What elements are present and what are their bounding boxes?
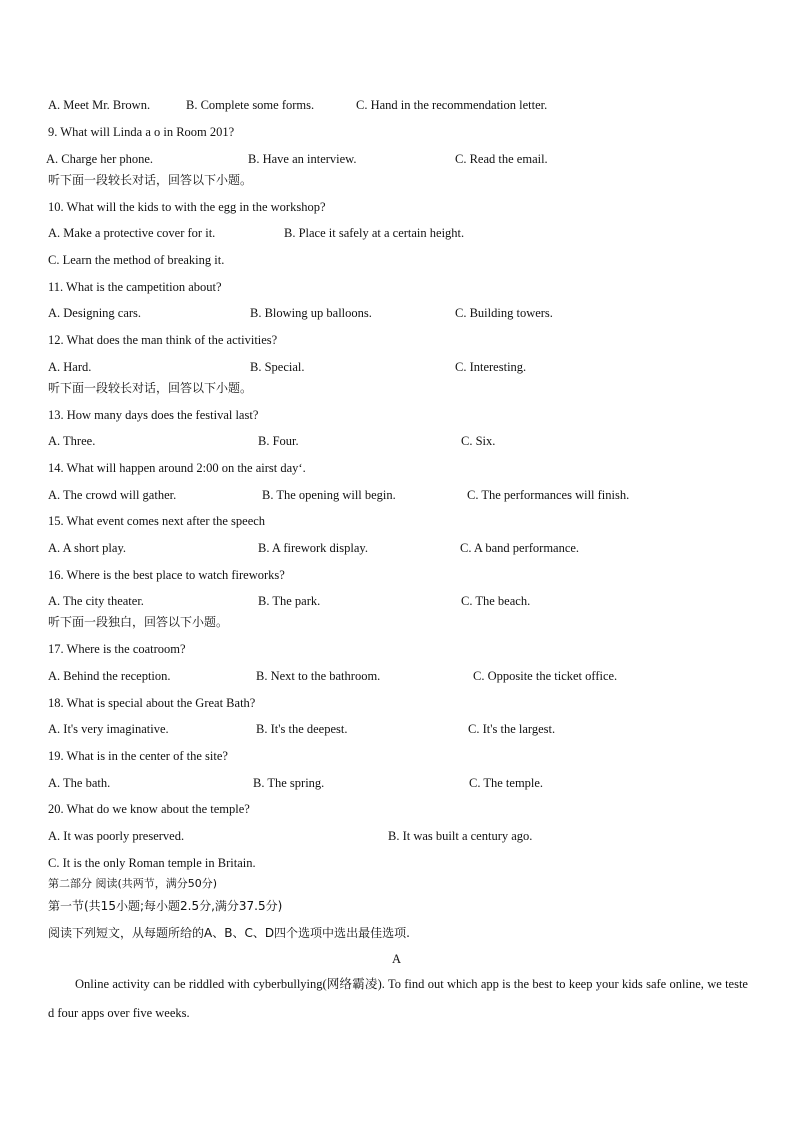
q13-option-a: A. Three. [48, 434, 96, 448]
q17-question: 17. Where is the coatroom? [48, 642, 186, 656]
q8-option-b: B. Complete some forms. [186, 98, 315, 112]
q11-option-b: B. Blowing up balloons. [250, 306, 372, 320]
q9-option-b: B. Have an interview. [248, 152, 357, 166]
q14-option-a: A. The crowd will gather. [48, 488, 177, 502]
q8-option-a: A. Meet Mr. Brown. [48, 98, 151, 112]
q12-option-a: A. Hard. [48, 360, 92, 374]
q15-option-b: B. A firework display. [258, 541, 368, 555]
q9-question: 9. What will Linda a o in Room 201? [48, 125, 235, 139]
section1-heading: 第一节(共15小题;每小题2.5分,满分37.5分) [48, 899, 283, 913]
q14-option-b: B. The opening will begin. [262, 488, 396, 502]
q8-option-c: C. Hand in the recommendation letter. [356, 98, 548, 112]
q10-option-a: A. Make a protective cover for it. [48, 226, 216, 240]
passage-label: A [391, 952, 402, 966]
q11-question: 11. What is the campetition about? [48, 280, 222, 294]
q10-option-c: C. Learn the method of breaking it. [48, 253, 225, 267]
q17-option-a: A. Behind the reception. [48, 669, 171, 683]
q12-option-b: B. Special. [250, 360, 305, 374]
q20-option-c: C. It is the only Roman temple in Britain. [48, 856, 256, 870]
q13-option-c: C. Six. [461, 434, 496, 448]
passage-paragraph: Online activity can be riddled with cyberbullying(网络霸凌). To find out which app is the best to keep your kids safe online, we tested four apps over five weeks. [48, 977, 748, 1020]
q12-option-c: C. Interesting. [455, 360, 527, 374]
q19-option-b: B. The spring. [253, 776, 325, 790]
instruction-long-dialogue-1: 听下面一段较长对话，回答以下小题。 [48, 173, 253, 187]
q11-option-c: C. Building towers. [455, 306, 553, 320]
q19-option-c: C. The temple. [469, 776, 544, 790]
q13-question: 13. How many days does the festival last? [48, 408, 259, 422]
instruction-long-dialogue-2: 听下面一段较长对话，回答以下小题。 [48, 381, 253, 395]
q16-question: 16. Where is the best place to watch fireworks? [48, 568, 285, 582]
q9-option-a: A. Charge her phone. [46, 152, 154, 166]
q18-question: 18. What is special about the Great Bath? [48, 696, 256, 710]
q14-question: 14. What will happen around 2:00 on the airst day‘. [48, 461, 306, 475]
q16-option-a: A. The city theater. [48, 594, 144, 608]
q15-option-a: A. A short play. [48, 541, 127, 555]
q18-option-b: B. It's the deepest. [256, 722, 348, 736]
q14-option-c: C. The performances will finish. [467, 488, 630, 502]
q20-question: 20. What do we know about the temple? [48, 802, 250, 816]
q18-option-a: A. It's very imaginative. [48, 722, 169, 736]
q9-option-c: C. Read the email. [455, 152, 548, 166]
q15-option-c: C. A band performance. [460, 541, 580, 555]
q20-option-a: A. It was poorly preserved. [48, 829, 185, 843]
q13-option-b: B. Four. [258, 434, 299, 448]
instruction-monologue: 听下面一段独白，回答以下小题。 [48, 615, 229, 629]
q11-option-a: A. Designing cars. [48, 306, 142, 320]
q18-option-c: C. It's the largest. [468, 722, 556, 736]
q12-question: 12. What does the man think of the activities? [48, 333, 278, 347]
q10-question: 10. What will the kids to with the egg in the workshop? [48, 200, 326, 214]
q19-option-a: A. The bath. [48, 776, 111, 790]
q15-question: 15. What event comes next after the speech [48, 514, 266, 528]
q17-option-c: C. Opposite the ticket office. [473, 669, 618, 683]
reading-instruction: 阅读下列短文，从每题所给的A、B、C、D四个选项中选出最佳选项. [48, 926, 410, 940]
q10-option-b: B. Place it safely at a certain height. [284, 226, 465, 240]
q19-question: 19. What is in the center of the site? [48, 749, 228, 763]
q16-option-b: B. The park. [258, 594, 321, 608]
part2-heading: 第二部分 阅读(共两节，满分50分) [48, 877, 218, 890]
q17-option-b: B. Next to the bathroom. [256, 669, 381, 683]
q16-option-c: C. The beach. [461, 594, 531, 608]
q20-option-b: B. It was built a century ago. [388, 829, 533, 843]
